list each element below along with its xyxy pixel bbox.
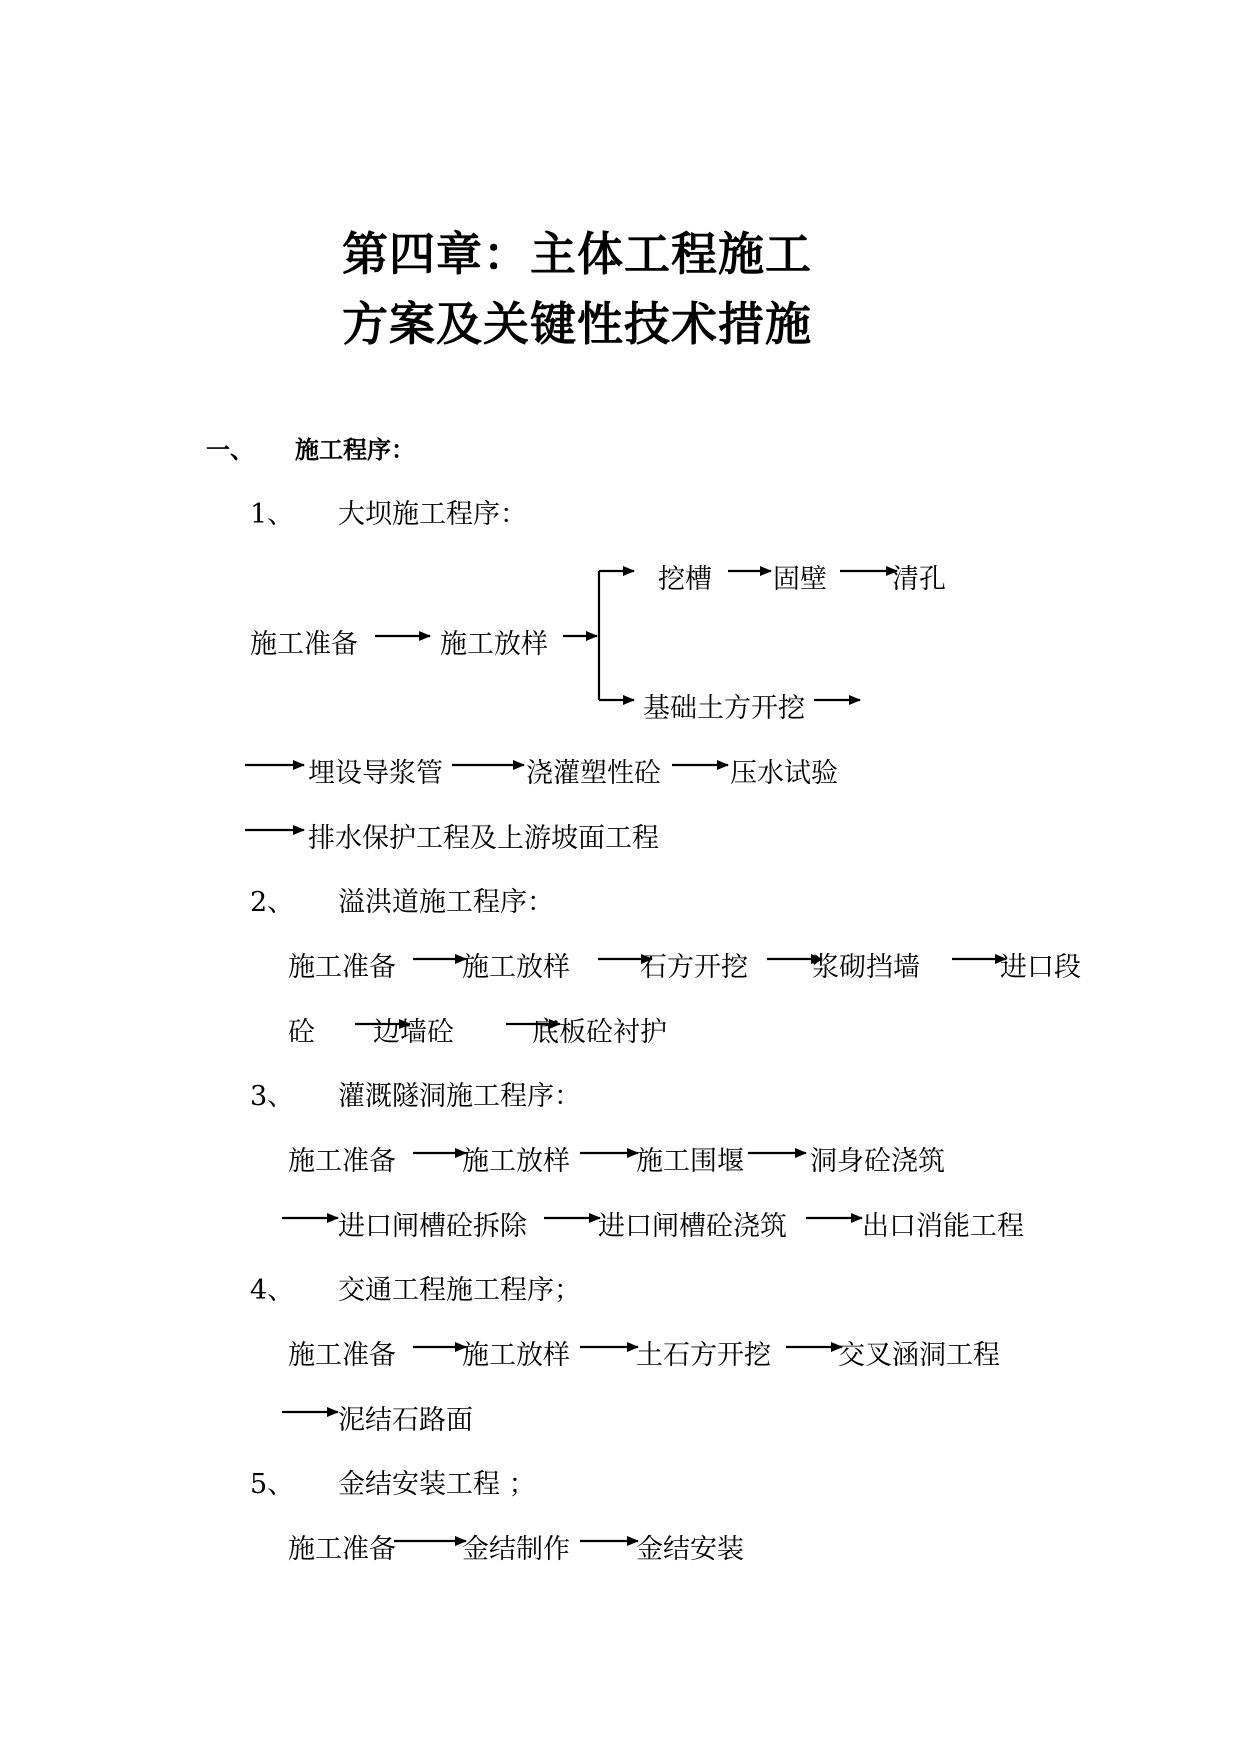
flow-step: 基础土方开挖 xyxy=(643,693,805,724)
item-heading: 大坝施工程序： xyxy=(338,499,527,530)
flow-step: 底板砼衬护 xyxy=(532,1017,667,1048)
flow-step: 洞身砼浇筑 xyxy=(810,1146,945,1177)
flow-step: 清孔 xyxy=(892,564,946,595)
flow-step: 施工放样 xyxy=(440,629,548,660)
flow-step: 边墙砼 xyxy=(373,1017,454,1048)
flow-step: 施工放样 xyxy=(462,1146,570,1177)
item-heading: 交通工程施工程序； xyxy=(338,1275,581,1306)
flow-step: 泥结石路面 xyxy=(338,1405,473,1436)
flow-step: 施工放样 xyxy=(462,952,570,983)
flow-step: 进口闸槽砼拆除 xyxy=(338,1211,527,1242)
flow-step: 砼 xyxy=(288,1017,315,1048)
flow-step: 压水试验 xyxy=(730,758,838,789)
item-number: 5、 xyxy=(250,1469,295,1500)
section-number: 一、 xyxy=(206,435,254,464)
flow-step: 土石方开挖 xyxy=(636,1340,771,1371)
flow-step: 交叉涵洞工程 xyxy=(838,1340,1000,1371)
flow-step: 埋设导浆管 xyxy=(308,758,443,789)
flow-step: 施工放样 xyxy=(462,1340,570,1371)
flow-step: 施工准备 xyxy=(288,1146,396,1177)
flow-step: 出口消能工程 xyxy=(862,1211,1024,1242)
chapter-title-line1: 第四章：主体工程施工 xyxy=(342,227,812,281)
flow-step: 施工围堰 xyxy=(636,1146,744,1177)
flow-step: 进口闸槽砼浇筑 xyxy=(598,1211,787,1242)
flow-step: 石方开挖 xyxy=(640,952,748,983)
item-number: 1、 xyxy=(250,499,295,530)
flow-step: 金结安装 xyxy=(636,1534,744,1565)
flow-step: 施工准备 xyxy=(288,1534,396,1565)
item-number: 4、 xyxy=(250,1275,295,1306)
item-heading: 灌溉隧洞施工程序： xyxy=(338,1081,581,1112)
item-number: 2、 xyxy=(250,887,295,918)
flow-step: 施工准备 xyxy=(288,952,396,983)
flow-step: 浇灌塑性砼 xyxy=(526,758,661,789)
chapter-title-line2: 方案及关键性技术措施 xyxy=(342,297,812,351)
item-heading: 溢洪道施工程序： xyxy=(338,887,554,918)
flow-step: 施工准备 xyxy=(288,1340,396,1371)
section-heading: 施工程序： xyxy=(295,435,415,464)
flow-step: 排水保护工程及上游坡面工程 xyxy=(308,823,659,854)
item-heading: 金结安装工程 ； xyxy=(338,1469,536,1500)
flow-step: 进口段 xyxy=(1000,952,1081,983)
flow-step: 浆砌挡墙 xyxy=(812,952,920,983)
flow-step: 挖槽 xyxy=(658,564,712,595)
flow-step: 固壁 xyxy=(773,564,827,595)
item-number: 3、 xyxy=(250,1081,295,1112)
flow-step: 施工准备 xyxy=(250,629,358,660)
flow-step: 金结制作 xyxy=(462,1534,570,1565)
